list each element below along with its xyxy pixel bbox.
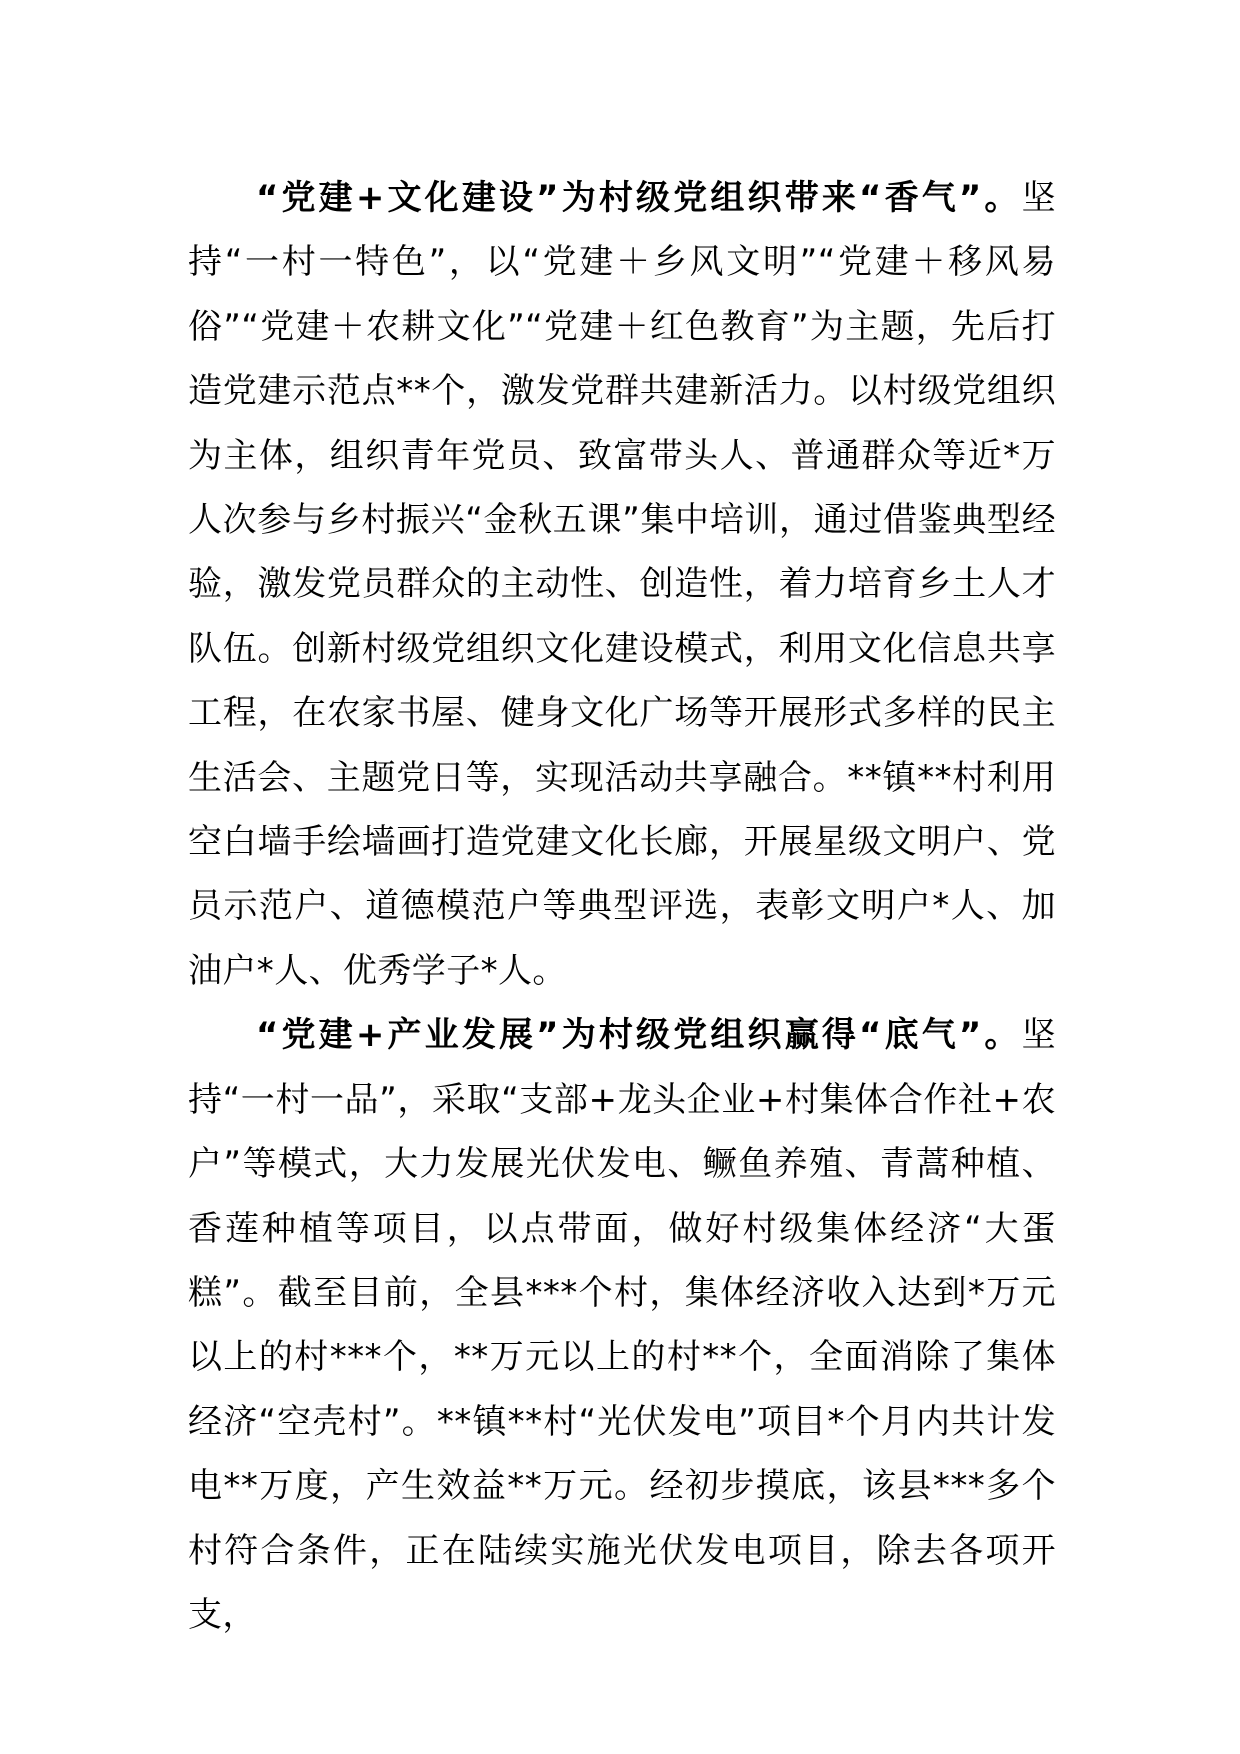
paragraph-text-industry: 坚持“一村一品”，采取“支部+龙头企业+村集体合作社+农户”等模式，大力发展光伏发电、鳜鱼养殖、青蒿种植、香莲种植等项目，以点带面，做好村级集体经济“大蛋糕”。截至目前，全县***个村，集体经济收入达到*万元以上的村***个，**万元以上的村**个，全面消除了集体经济“空壳村”。**镇**村“光伏发电”项目*个月内共计发电**万度，产生效益**万元。经初步摸底，该县***多个村符合条件，正在陆续实施光伏发电项目，除去各项开支， bbox=[188, 1015, 1056, 1635]
paragraph-heading-culture: “党建+文化建设”为村级党组织带来“香气”。 bbox=[256, 178, 1022, 218]
paragraph-industry bbox=[188, 1003, 1056, 1647]
paragraph-heading-industry: “党建+产业发展”为村级党组织赢得“底气”。 bbox=[256, 1015, 1022, 1056]
paragraph-text-culture: 坚持“一村一特色”，以“党建＋乡风文明”“党建＋移风易俗”“党建＋农耕文化”“党建＋红色教育”为主题，先后打造党建示范点**个，激发党群共建新活力。以村级党组织为主体，组织青年党员、致富带头人、普通群众等近*万人次参与乡村振兴“金秋五课”集中培训，通过借鉴典型经验，激发党员群众的主动性、创造性，着力培育乡土人才队伍。创新村级党组织文化建设模式，利用文化信息共享工程，在农家书屋、健身文化广场等开展形式多样的民主生活会、主题党日等，实现活动共享融合。**镇**村利用空白墙手绘墙画打造党建文化长廊，开展星级文明户、党员示范户、道德模范户等典型评选，表彰文明户*人、加油户*人、优秀学子*人。 bbox=[188, 178, 1056, 991]
paragraph-culture bbox=[188, 166, 1056, 1003]
document-body bbox=[188, 166, 1056, 1647]
